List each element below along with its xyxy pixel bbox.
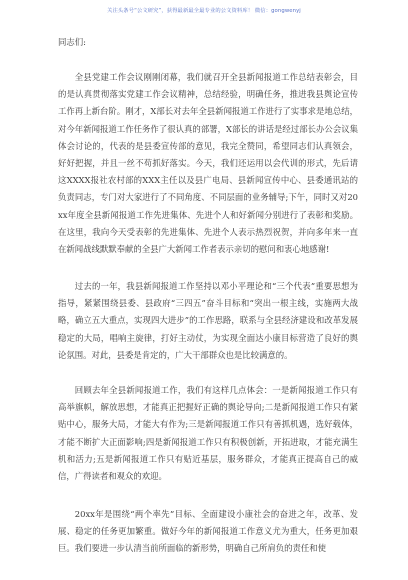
paragraph-2: 过去的一年，我县新闻报道工作坚持以邓小平理论和“三个代表”重要思想为指导，紧紧围绕县委、县政府“三四五”奋斗目标和“突出一根主线，实施两大战略，确立五大重点，实现四大进步”的工作思路，联系与全县经济建设和改革发展稳定的大局，唱响主旋律，打好主动仗，为实现全面达小康目标营造了良好的舆论氛围。对此，县委是肯定的，广大干部群众也是比较满意的。	[58, 281, 358, 360]
salutation: 同志们:	[58, 37, 86, 47]
paragraph-1: 全县党建工作会议刚刚闭幕，我们就召开全县新闻报道工作总结表彰会，目的是认真贯彻落实党建工作会议精神，总结经验，明确任务，推进我县舆论宣传工作再上新台阶。刚才，X部长对去年全县新闻报道工作进行了实事求是地总结，对今年新闻报道工作任务作了很认真的部署，X部长的讲话是经过部长办公会议集体会讨论的，代表的是县委宣传部的意见，我完全赞同，希望同志们认真领会，好好把握，并且一丝不苟抓好落实。今天，我们还运用以会代训的形式，先后请这XXXX报社农村部的XXX主任以及县广电局、县新闻宣传中心、县委通讯站的负责同志，专门对大家进行了不同角度、不同层面的业务辅导;下午，同时又对20xx年度全县新闻报道工作先进集体、先进个人和好新闻分别进行了表彰和奖励。在这里，我向今天受表彰的先进集体、先进个人表示热烈祝贺，并向多年来一直在新闻战线默默奉献的全县广大新闻工作者表示亲切的慰问和衷心地感谢!	[58, 72, 358, 255]
header-banner: 关注头条号“公文研究”，获得最新最全最专业的公文资料库！ 微信：gongwenyj	[107, 8, 301, 14]
paragraph-3: 回顾去年全县新闻报道工作，我们有这样几点体会：一是新闻报道工作只有高举旗帜，解放思想，才能真正把握好正确的舆论导向;二是新闻报道工作只有紧贴中心，服务大局，才能大有作为;三是新闻报道工作只有善抓机遇，选好载体，才能不断扩大正面影响;四是新闻报道工作只有积极创新，开拓进取，才能充满生机和活力;五是新闻报道工作只有贴近基层，服务群众，才能真正提高自己的威信，广得读者和观众的欢迎。	[58, 385, 358, 482]
paragraph-4: 20xx年是围绕“两个率先”目标、全面建设小康社会的奋进之年，改革、发展、稳定的任务更加繁重。做好今年的新闻报道工作意义尤为重大，任务更加艰巨。我们要进一步认清当前所面临的新形势，明确自己所肩负的责任和使	[58, 509, 358, 554]
